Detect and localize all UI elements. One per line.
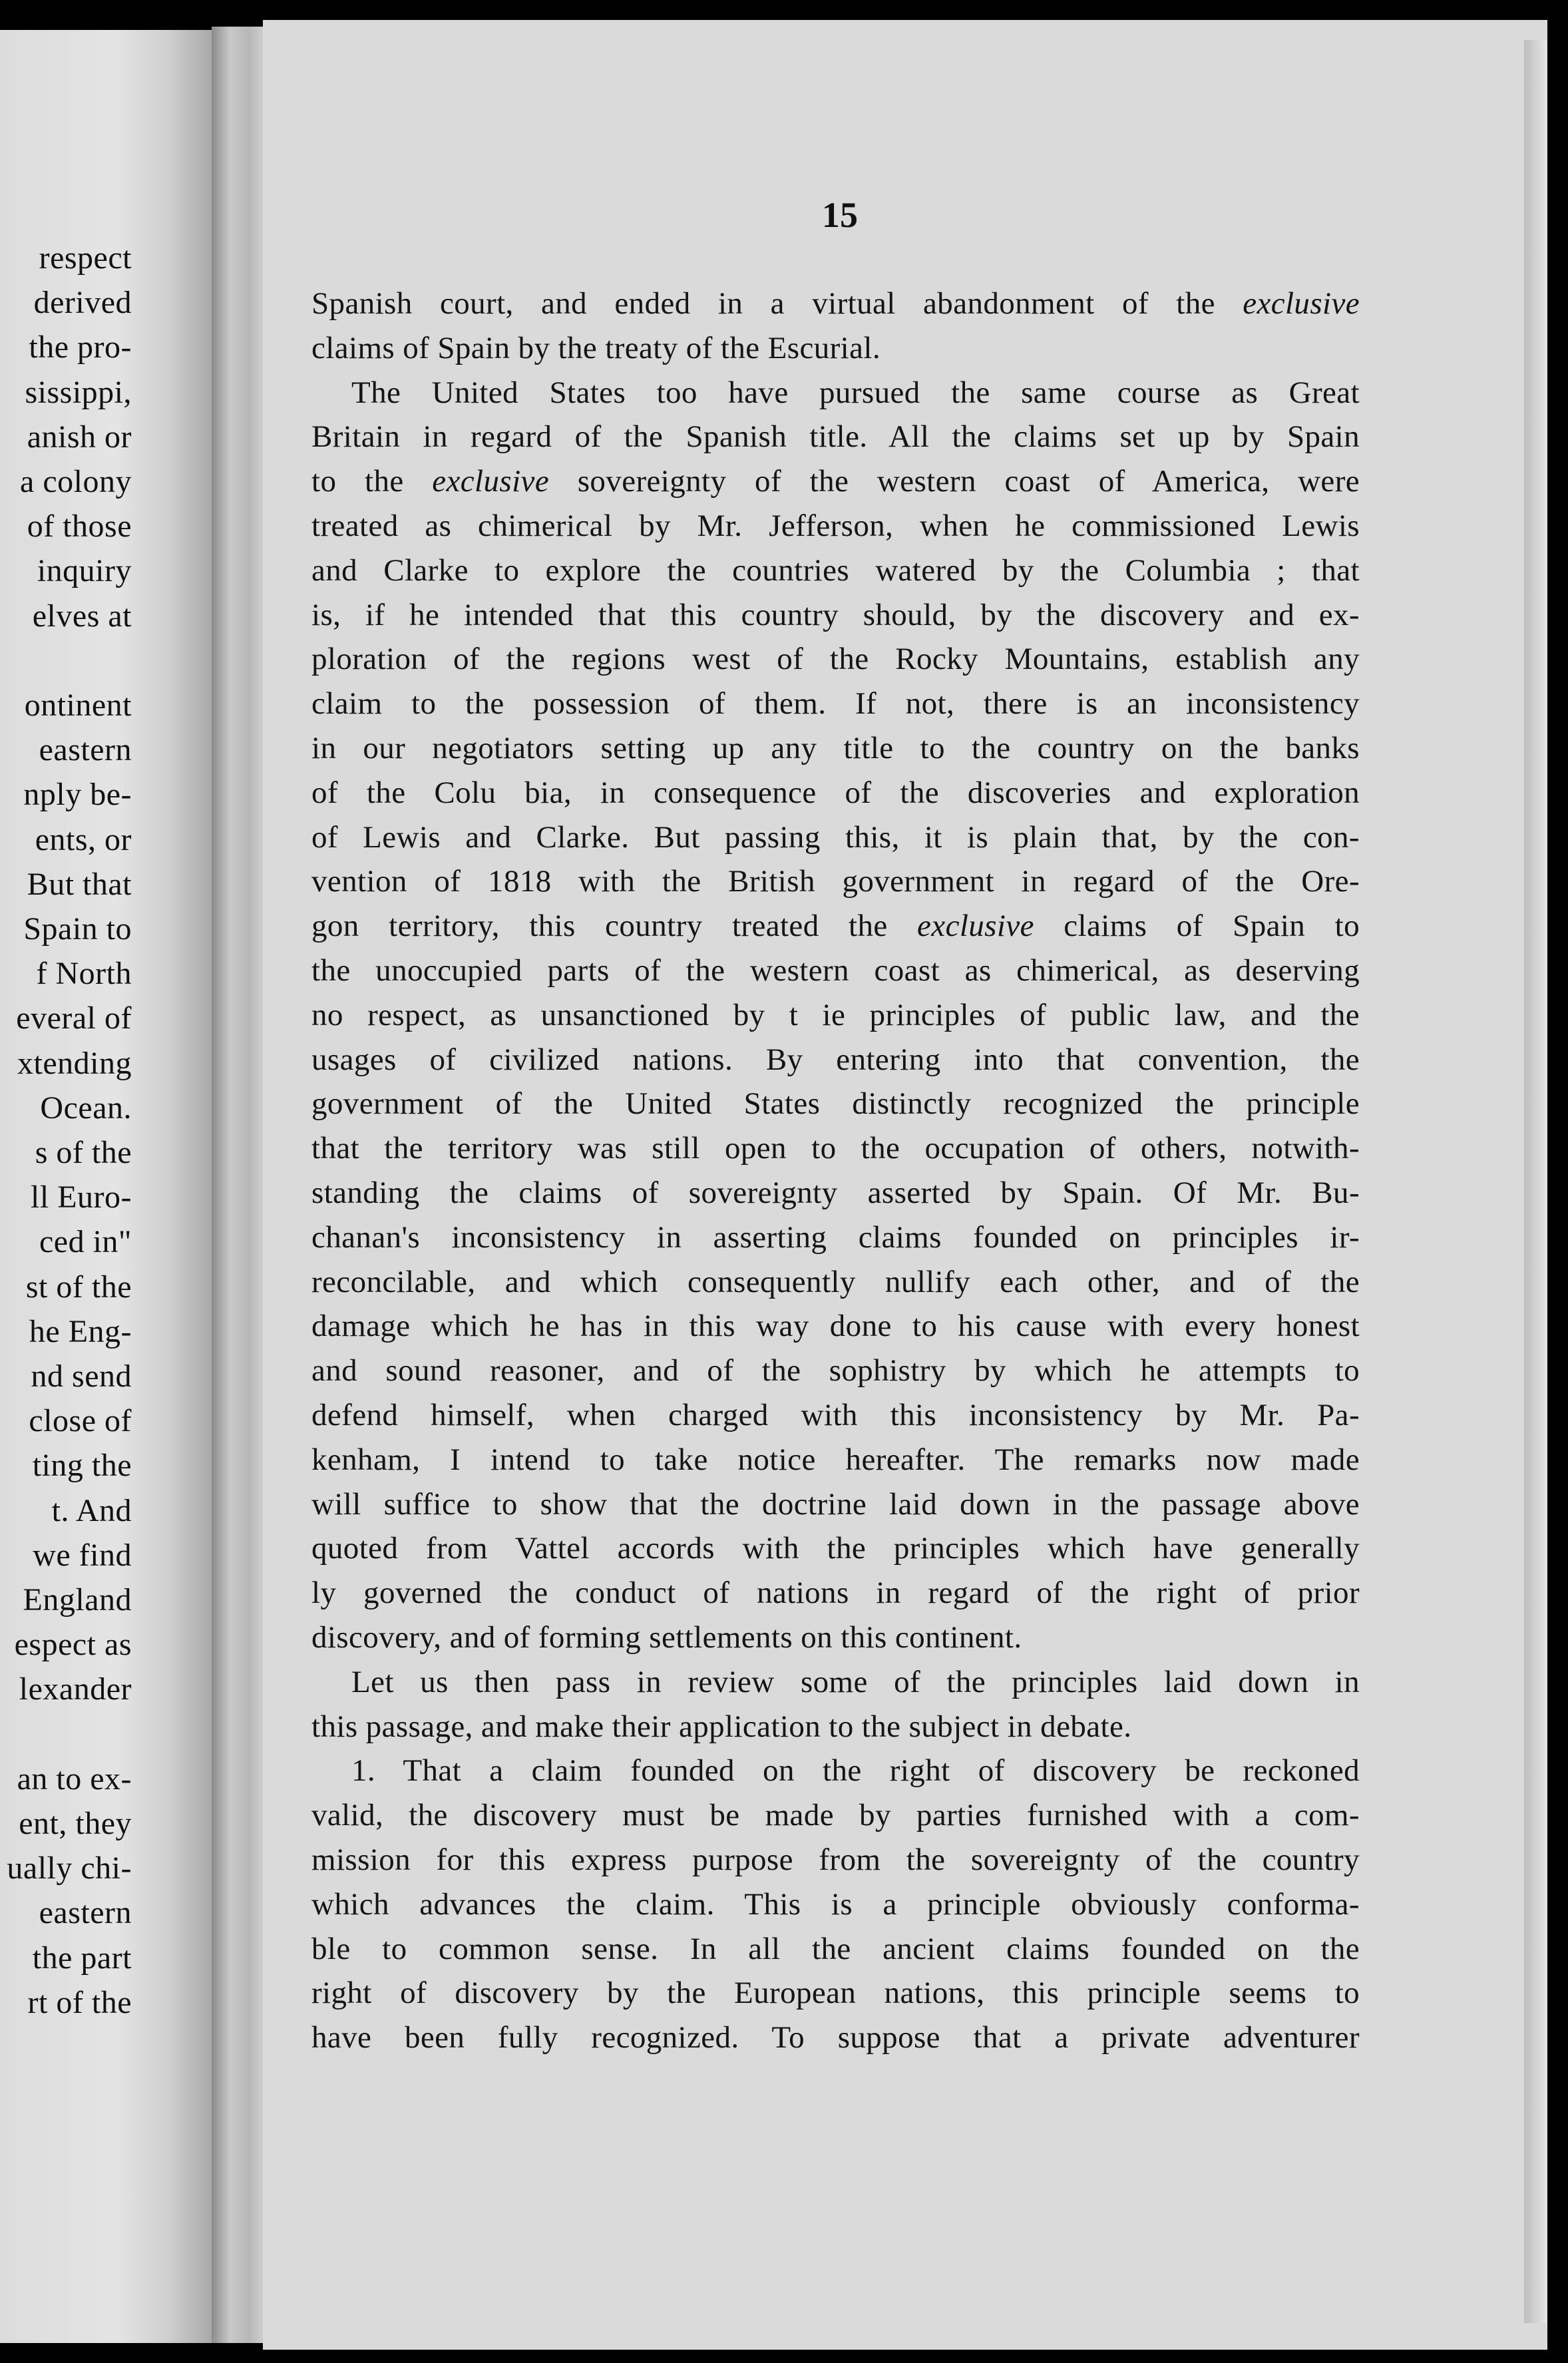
left-page-line: anish or	[27, 419, 132, 455]
left-page-line: rt of the	[27, 1984, 132, 2020]
text-line: is, if he intended that this country should, by the discovery and ex-	[311, 597, 1360, 632]
text-line: ly governed the conduct of nations in regard of the right of prior	[311, 1576, 1360, 1611]
text-line: usages of civilized nations. By entering into that convention, the	[311, 1042, 1360, 1077]
left-page-line: an to ex-	[17, 1761, 132, 1797]
left-page-line: inquiry	[37, 553, 132, 589]
text-line: of the Colu bia, in consequence of the discoveries and exploration	[311, 775, 1360, 810]
left-page-line: close of	[29, 1403, 132, 1439]
text-line: damage which he has in this way done to his cause with every honest	[311, 1309, 1360, 1344]
left-page	[0, 30, 212, 2343]
left-page-line: the part	[32, 1940, 132, 1976]
left-page-line: ually chi-	[7, 1850, 132, 1886]
left-page-line: of those	[27, 509, 132, 544]
text-line: mission for this express purpose from the sovereignty of the country	[311, 1842, 1360, 1877]
left-page-line: we find	[33, 1537, 132, 1573]
text-line: quoted from Vattel accords with the principles which have generally	[311, 1531, 1360, 1566]
left-page-line: ting the	[32, 1448, 132, 1484]
left-page-line: Ocean.	[40, 1090, 132, 1126]
text-line: Britain in regard of the Spanish title. All the claims set up by Spain	[311, 419, 1360, 455]
left-page-line: England	[23, 1582, 132, 1617]
text-line: to the exclusive sovereignty of the western coast of America, were	[311, 464, 1360, 499]
text-line: have been fully recognized. To suppose that a private adventurer	[311, 2020, 1360, 2055]
left-page-line: eastern	[39, 732, 132, 768]
text-line: vention of 1818 with the British government in regard of the Ore-	[311, 864, 1360, 899]
book-gutter	[212, 27, 265, 2343]
left-page-line: st of the	[25, 1269, 132, 1305]
left-page-line: ced in"	[39, 1224, 132, 1260]
text-line: 1. That a claim founded on the right of discovery be reckoned	[351, 1753, 1360, 1789]
text-line: The United States too have pursued the same course as Great	[351, 375, 1360, 410]
left-page-line: a colony	[20, 464, 132, 499]
left-page-line: f North	[36, 956, 132, 992]
left-page-line: the pro-	[29, 329, 132, 365]
left-page-line: s of the	[35, 1135, 132, 1170]
text-line: kenham, I intend to take notice hereafter. The remarks now made	[311, 1442, 1360, 1477]
text-line: Spanish court, and ended in a virtual abandonment of the exclusive	[311, 286, 1360, 321]
page-number: 15	[822, 195, 858, 235]
left-page-line: ontinent	[24, 688, 132, 723]
left-page-line: But that	[27, 866, 132, 902]
left-page-line: t. And	[51, 1492, 132, 1528]
text-line: right of discovery by the European nations, this principle seems to	[311, 1976, 1360, 2011]
text-line: claim to the possession of them. If not, there is an inconsistency	[311, 686, 1360, 722]
left-page-line: eastern	[39, 1895, 132, 1931]
text-line: discovery, and of forming settlements on this continent.	[311, 1620, 1022, 1655]
left-page-line: espect as	[14, 1627, 132, 1663]
text-line: reconcilable, and which consequently nullify each other, and of the	[311, 1264, 1360, 1299]
text-line: treated as chimerical by Mr. Jefferson, when he commissioned Lewis	[311, 509, 1360, 543]
text-line: will suffice to show that the doctrine laid down in the passage above	[311, 1486, 1360, 1522]
text-line: Let us then pass in review some of the principles laid down in	[351, 1664, 1360, 1699]
text-line: the unoccupied parts of the western coast as chimerical, as deserving	[311, 953, 1360, 988]
left-page-line: nd send	[31, 1359, 132, 1394]
text-line: claims of Spain by the treaty of the Escurial.	[311, 330, 881, 365]
text-line: valid, the discovery must be made by parties furnished with a com-	[311, 1798, 1360, 1833]
text-line: government of the United States distinctly recognized the principle	[311, 1086, 1360, 1122]
text-line: ploration of the regions west of the Rocky Mountains, establish any	[311, 642, 1360, 677]
text-line: and Clarke to explore the countries watered by the Columbia ; that	[311, 552, 1360, 588]
text-line: that the territory was still open to the occupation of others, notwith-	[311, 1131, 1360, 1166]
left-page-line: derived	[33, 285, 132, 321]
left-page-line: he Eng-	[29, 1313, 132, 1349]
text-line: gon territory, this country treated the exclusive claims of Spain to	[311, 909, 1360, 944]
left-page-line: respect	[39, 240, 132, 276]
text-line: chanan's inconsistency in asserting claims founded on principles ir-	[311, 1219, 1360, 1255]
left-page-line: xtending	[17, 1045, 132, 1081]
text-line: defend himself, when charged with this inconsistency by Mr. Pa-	[311, 1398, 1360, 1432]
text-line: and sound reasoner, and of the sophistry by which he attempts to	[311, 1353, 1360, 1389]
text-line: ble to common sense. In all the ancient claims founded on the	[311, 1931, 1360, 1966]
page-edge	[1524, 40, 1547, 2323]
text-line: this passage, and make their application to the subject in debate.	[311, 1709, 1132, 1744]
left-page-line: ent, they	[19, 1806, 132, 1841]
text-line: standing the claims of sovereignty asserted by Spain. Of Mr. Bu-	[311, 1176, 1360, 1210]
text-line: of Lewis and Clarke. But passing this, it is plain that, by the con-	[311, 819, 1360, 855]
left-page-line: everal of	[16, 1000, 132, 1036]
text-line: which advances the claim. This is a principle obviously conforma-	[311, 1886, 1360, 1922]
left-page-line: ents, or	[35, 821, 132, 857]
left-page-line: nply be-	[23, 777, 132, 813]
left-page-line: sissippi,	[25, 374, 132, 410]
text-line: in our negotiators setting up any title to the country on the banks	[311, 731, 1360, 765]
text-line: no respect, as unsanctioned by t ie principles of public law, and the	[311, 997, 1360, 1032]
left-page-line: Spain to	[23, 911, 132, 947]
left-page-line: elves at	[32, 598, 132, 634]
left-page-line: ll Euro-	[31, 1180, 132, 1215]
left-page-line: lexander	[19, 1671, 132, 1707]
